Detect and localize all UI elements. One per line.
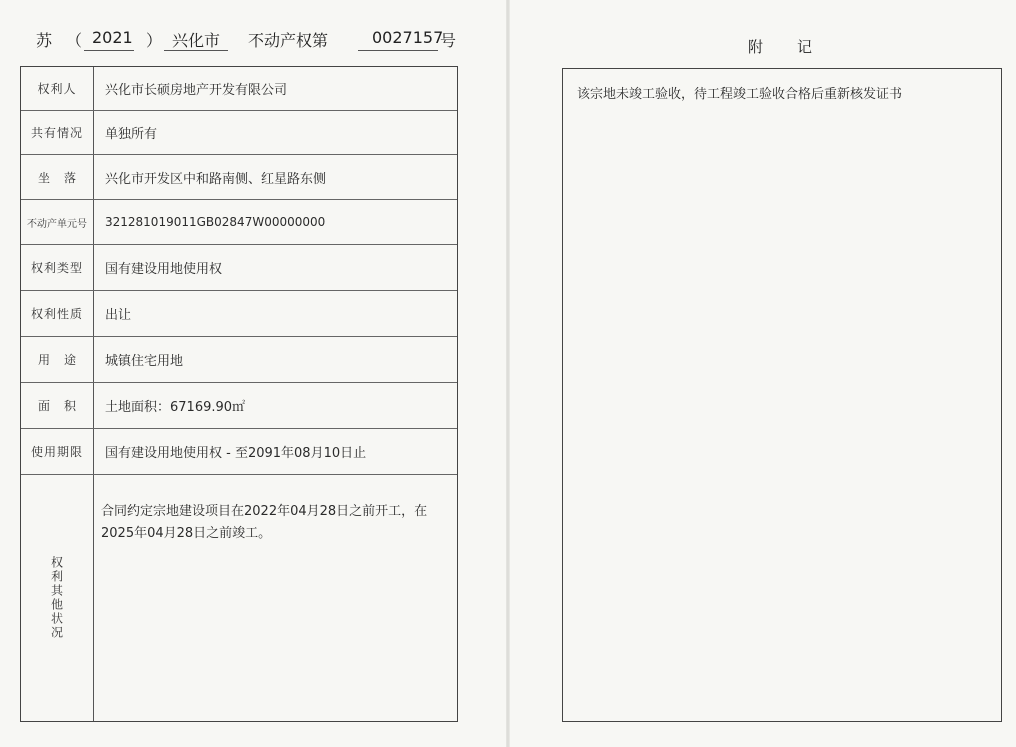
header-province: 苏	[36, 31, 53, 50]
table-row-usage	[21, 337, 457, 383]
row-value: 出让	[105, 308, 132, 323]
header-year: 2021	[92, 28, 133, 47]
row-value	[101, 501, 446, 545]
row-value: 国有建设用地使用权	[105, 262, 223, 277]
row-label: 共有情况	[30, 126, 83, 140]
header-cert-number: 0027157	[372, 28, 443, 47]
table-row-owner	[21, 67, 457, 111]
table-row-location	[21, 155, 457, 200]
row-label: 坐落	[37, 170, 90, 185]
header-paren-open: （	[66, 31, 83, 50]
table-row-other-conditions	[21, 475, 457, 721]
row-value: 单独所有	[105, 127, 158, 142]
row-value: 兴化市长硕房地产开发有限公司	[105, 83, 288, 98]
row-label: 权利性质	[30, 307, 83, 321]
row-value: 土地面积：67169.90㎡	[105, 400, 246, 415]
header-cert-label: 不动产权第	[248, 31, 329, 50]
header-city: 兴化市	[172, 28, 220, 51]
other-line-2: 2025年04月28日之前竣工。	[101, 526, 272, 541]
row-label: 面积	[37, 399, 90, 413]
table-row-unit-number	[21, 200, 457, 245]
row-label: 权利人	[37, 82, 77, 96]
row-value: 国有建设用地使用权 - 至2091年08月10日止	[105, 446, 367, 461]
rights-table	[20, 66, 458, 722]
row-value: 城镇住宅用地	[105, 354, 184, 369]
annotation-title: 附记	[748, 38, 847, 56]
table-row-right-type	[21, 245, 457, 291]
row-label: 权利其他状况	[49, 556, 64, 640]
annotation-box	[562, 68, 1002, 722]
header-hao: 号	[440, 31, 457, 50]
table-row-term	[21, 429, 457, 475]
row-value: 321281019011GB02847W00000000	[105, 215, 326, 229]
row-label: 使用期限	[30, 445, 83, 459]
row-label: 权利类型	[30, 261, 83, 275]
row-label: 不动产单元号	[27, 218, 87, 230]
table-row-area	[21, 383, 457, 429]
header-paren-close: ）	[146, 31, 163, 50]
row-value: 兴化市开发区中和路南侧、红星路东侧	[105, 171, 327, 187]
other-line-1: 合同约定宗地建设项目在2022年04月28日之前开工，在	[101, 504, 428, 519]
row-label: 用途	[37, 353, 90, 367]
table-row-co-ownership	[21, 111, 457, 155]
table-row-right-nature	[21, 291, 457, 337]
annotation-note: 该宗地未竣工验收，待工程竣工验收合格后重新核发证书	[577, 87, 903, 102]
